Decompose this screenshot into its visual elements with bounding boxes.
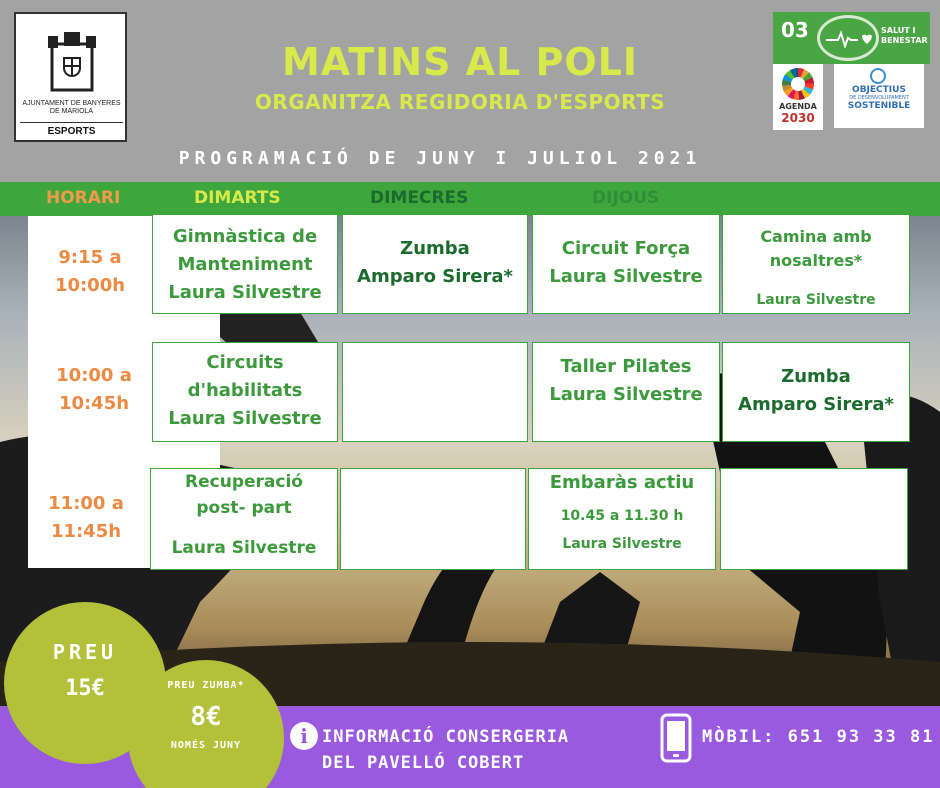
header [0,0,940,182]
sdg-label: SALUT I BENESTAR [881,26,928,45]
logo-town-name: AJUNTAMENT DE BANYERES DE MARIOLA [22,100,121,115]
col-header-dijous: DIJOUS [592,188,660,208]
empty-slot-r3-dijous [720,468,908,570]
mobile-number: MÒBIL: 651 93 33 81 [702,727,935,747]
info-line-1: INFORMACIÓ CONSERGERIA [322,727,570,747]
class-zumba-dimecres: Zumba Amparo Sirera* [342,214,528,314]
col-header-horari: HORARI [46,188,121,208]
sdg-wheel-icon [782,68,814,100]
castle-emblem-icon [46,28,98,94]
globe-icon [870,68,886,84]
page-title: MATINS AL POLI [281,40,639,84]
time-slot-3: 11:00 a 11:45h [48,493,124,542]
municipality-logo [14,12,127,142]
col-header-dimecres: DIMECRES [370,188,469,208]
sdg-number: 03 [781,18,809,42]
class-recuperacio-post-part: Recuperació post- part Laura Silvestre [150,468,338,570]
mobile-phone-icon [660,713,692,763]
class-gimnastica-manteniment: Gimnàstica de Manteniment Laura Silvestre [152,214,338,314]
price-label: PREU [52,640,118,664]
info-line-2: DEL PAVELLÓ COBERT [322,753,525,773]
page-subtitle: ORGANITZA REGIDORIA D'ESPORTS [254,90,666,114]
ods-logo: OBJECTIUS DE DESENVOLUPAMENT SOSTENIBLE [834,64,924,128]
agenda-2030-logo: AGENDA 2030 [773,64,823,130]
class-taller-pilates: Taller Pilates Laura Silvestre [532,342,720,442]
sdg-3-badge [773,12,930,64]
time-slot-1: 9:15 a 10:00h [54,247,126,296]
class-circuit-forca: Circuit Força Laura Silvestre [532,214,720,314]
class-camina-amb-nosaltres: Camina amb nosaltres* Laura Silvestre [722,214,910,314]
empty-slot-r2-dimecres [342,342,528,442]
empty-slot-r3-dimecres [340,468,526,570]
column-header-bar [0,182,940,216]
col-header-dimarts: DIMARTS [194,188,281,208]
time-slot-2: 10:00 a 10:45h [56,365,132,414]
logo-department: ESPORTS [20,122,123,140]
zumba-price-badge [128,660,284,788]
heartbeat-icon [817,15,879,61]
class-zumba-dijous: Zumba Amparo Sirera* [722,342,910,442]
program-period: PROGRAMACIÓ DE JUNY I JULIOL 2021 [178,148,702,169]
price-value: 15€ [65,676,105,701]
class-circuits-habilitats: Circuits d'habilitats Laura Silvestre [152,342,338,442]
info-icon: i [290,722,318,750]
zumba-price-label: PREU ZUMBA* [167,680,245,691]
class-embaras-actiu: Embaràs actiu 10.45 a 11.30 h Laura Silvestre [528,468,716,570]
zumba-price-note: NOMÉS JUNY [170,740,242,751]
zumba-price-value: 8€ [190,702,222,732]
